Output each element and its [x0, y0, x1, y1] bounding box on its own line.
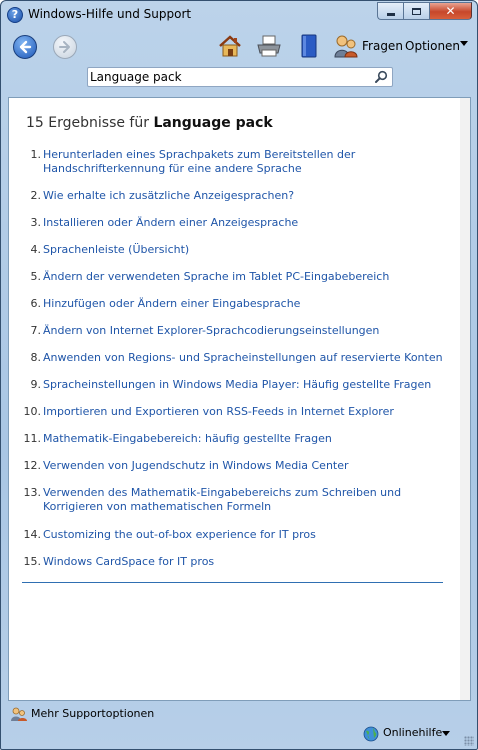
window-title: Windows-Hilfe und Support: [28, 7, 192, 21]
ask-button[interactable]: Fragen: [362, 39, 403, 53]
result-number: 9.: [30, 378, 41, 391]
results-query: Language pack: [153, 115, 273, 131]
search-icon[interactable]: [374, 70, 388, 84]
result-number: 15.: [23, 555, 41, 568]
forward-arrow-icon: [58, 40, 72, 54]
result-number: 13.: [23, 486, 41, 499]
result-link[interactable]: Wie erhalte ich zusätzliche Anzeigesprachen?: [43, 189, 295, 202]
minimize-icon: [387, 13, 395, 16]
browse-help-icon[interactable]: [296, 33, 322, 59]
print-icon[interactable]: [256, 33, 282, 59]
options-button[interactable]: Optionen: [405, 39, 461, 53]
online-help-chevron-down-icon[interactable]: [442, 731, 450, 736]
result-number: 11.: [23, 432, 41, 445]
results-pane: [8, 97, 471, 701]
support-people-icon[interactable]: [11, 706, 27, 722]
footer-bar: [1, 701, 477, 749]
title-bar[interactable]: [1, 1, 477, 29]
search-box: [87, 67, 393, 87]
maximize-button[interactable]: [403, 2, 429, 20]
result-number: 2.: [30, 189, 41, 202]
toolbar: [1, 29, 477, 91]
back-button[interactable]: [13, 35, 37, 59]
result-link[interactable]: Sprachenleiste (Übersicht): [43, 243, 190, 256]
help-app-icon: ?: [7, 7, 23, 23]
result-number: 4.: [30, 243, 41, 256]
result-number: 10.: [23, 405, 41, 418]
result-number: 14.: [23, 528, 41, 541]
online-help-button[interactable]: Onlinehilfe: [383, 726, 443, 739]
result-link[interactable]: Ändern von Internet Explorer-Sprachcodierungseinstellungen: [43, 324, 380, 337]
result-link[interactable]: Mathematik-Eingabebereich: häufig gestellte Fragen: [43, 432, 332, 445]
result-number: 5.: [30, 270, 41, 283]
result-number: 7.: [30, 324, 41, 337]
result-link[interactable]: Verwenden des Mathematik-Eingabebereichs zum Schreiben und Korrigieren von mathematischen Formeln: [43, 486, 402, 513]
result-link[interactable]: Anwenden von Regions- und Spracheinstellungen auf reservierte Konten: [43, 351, 443, 364]
close-icon: ✕: [445, 4, 456, 18]
results-heading: [26, 115, 273, 131]
globe-icon[interactable]: [363, 726, 379, 742]
results-divider: [22, 582, 443, 583]
result-link[interactable]: Herunterladen eines Sprachpakets zum Bereitstellen der Handschrifterkennung für eine andere Sprache: [43, 148, 356, 175]
result-link[interactable]: Windows CardSpace for IT pros: [43, 555, 215, 568]
home-icon[interactable]: [217, 33, 243, 59]
caption-buttons: [377, 2, 472, 20]
minimize-button[interactable]: [377, 2, 403, 20]
result-number: 12.: [23, 459, 41, 472]
vertical-scrollbar[interactable]: [460, 98, 470, 700]
results-count: 15 Ergebnisse für: [26, 115, 149, 131]
result-link[interactable]: Ändern der verwendeten Sprache im Tablet PC-Eingabebereich: [43, 270, 390, 283]
resize-grip-icon[interactable]: [464, 736, 474, 746]
result-link[interactable]: Hinzufügen oder Ändern einer Eingabesprache: [43, 297, 301, 310]
back-arrow-icon: [18, 40, 32, 54]
options-chevron-down-icon[interactable]: [460, 41, 468, 46]
result-link[interactable]: Spracheinstellungen in Windows Media Player: Häufig gestellte Fragen: [43, 378, 432, 391]
result-link[interactable]: Customizing the out-of-box experience for IT pros: [43, 528, 316, 541]
forward-button[interactable]: [53, 35, 77, 59]
maximize-icon: [412, 8, 421, 15]
result-number: 8.: [30, 351, 41, 364]
result-link[interactable]: Installieren oder Ändern einer Anzeigesprache: [43, 216, 299, 229]
more-support-options-link[interactable]: Mehr Supportoptionen: [31, 707, 155, 720]
result-number: 3.: [30, 216, 41, 229]
result-link[interactable]: Verwenden von Jugendschutz in Windows Media Center: [43, 459, 349, 472]
search-input[interactable]: [90, 69, 370, 85]
result-link[interactable]: Importieren und Exportieren von RSS-Feeds in Internet Explorer: [43, 405, 394, 418]
ask-icon[interactable]: [333, 33, 359, 59]
result-number: 1.: [30, 148, 41, 161]
result-number: 6.: [30, 297, 41, 310]
close-button[interactable]: [429, 2, 472, 20]
